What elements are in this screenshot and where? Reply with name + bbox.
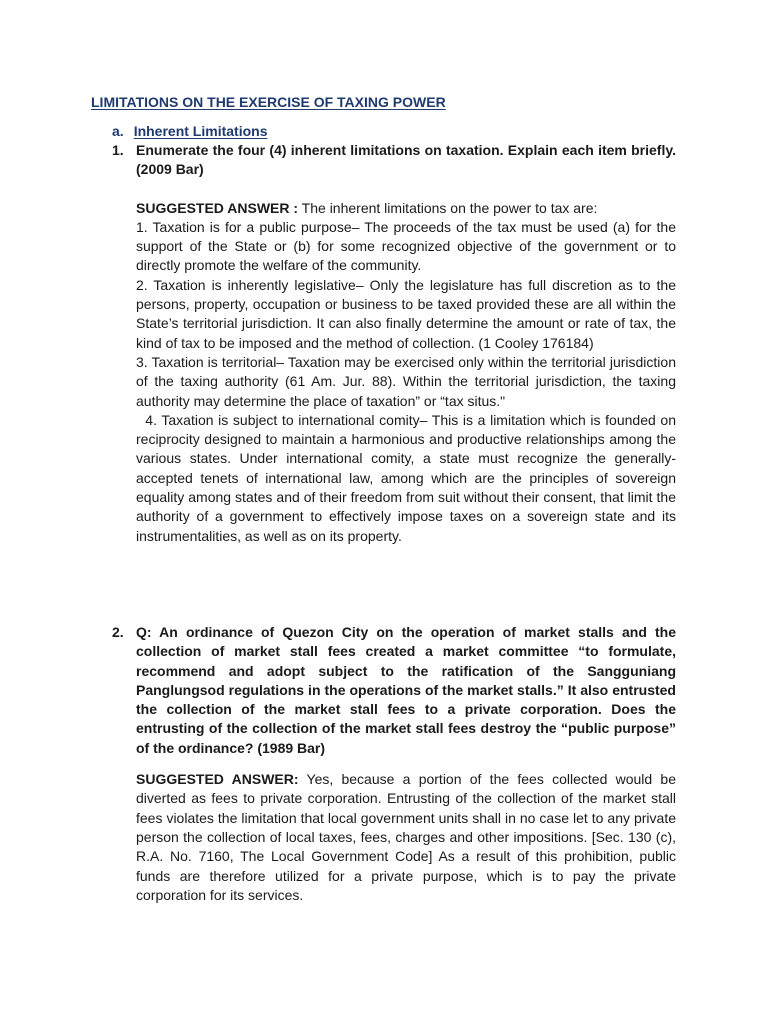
question-text: Q: An ordinance of Quezon City on the operation of market stalls and the collection of market stall fees created a market committee “to formulate, recommend and adopt subject to the ratification of the Sangguniang Panglungsod regulations in the operations of the market stalls.” It also entrusted the collection of the market stall fees to a private corporation. Does the entrusting of the collection of the market stall fees destroy the “public purpose” of the ordinance? (1989 Bar) <box>136 624 676 756</box>
item-number: 1. <box>112 142 124 158</box>
question-item-1 <box>112 141 680 546</box>
question-item-2 <box>112 623 676 905</box>
answer-paragraph <box>136 770 676 905</box>
answer-intro <box>136 199 676 218</box>
section-heading <box>112 122 267 141</box>
section-label: Inherent Limitations <box>133 123 268 139</box>
section-letter: a. <box>112 123 124 139</box>
answer-point-1: 1. Taxation is for a public purpose– The proceeds of the tax must be used (a) for the support of the State or (b) for some recognized objective of the government or to directly promote the welfare of the community. <box>136 218 676 274</box>
item-number: 2. <box>112 624 124 640</box>
page-title: LIMITATIONS ON THE EXERCISE OF TAXING POWER <box>91 94 446 110</box>
question-text: Enumerate the four (4) inherent limitations on taxation. Explain each item briefly. (2009 Bar) <box>136 142 676 178</box>
answer-point-2: 2. Taxation is inherently legislative– Only the legislature has full discretion as to the persons, property, occupation or business to be taxed provided these are all within the State’s territorial jurisdiction. It can also finally determine the amount or rate of tax, the kind of tax to be imposed and the method of collection. (1 Cooley 176184) <box>136 276 676 351</box>
answer-text: Yes, because a portion of the fees collected would be diverted as fees to private corporation. Entrusting of the collection of the market stall fees violates the limitation that local government units shall in no case let to any private person the collection of local taxes, fees, charges and other impositions. [Sec. 130 (c), R.A. No. 7160, The Local Government Code] As a result of this prohibition, public funds are therefore utilized for a private purpose, which is to pay the private corporation for its services. <box>136 771 676 903</box>
answer-intro-text: The inherent limitations on the power to tax are: <box>298 199 598 216</box>
answer-label: SUGGESTED ANSWER: <box>136 771 299 788</box>
answer-point-3: 3. Taxation is territorial– Taxation may be exercised only within the territorial jurisdiction of the taxing authority (61 Am. Jur. 88). Within the territorial jurisdiction, the taxing authority may determine the place of taxation” or “tax situs." <box>136 353 676 409</box>
answer-label: SUGGESTED ANSWER : <box>136 199 299 216</box>
answer-point-4: 4. Taxation is subject to international comity– This is a limitation which is founded on reciprocity designed to maintain a harmonious and productive relationships among the various states. Under international comity, a state must recognize the generally-accepted tenets of international law, among which are the principles of sovereign equality among states and of their freedom from suit without their consent, that limit the authority of a government to effectively impose taxes on a sovereign state and its instrumentalities, as well as on its property. <box>136 411 680 544</box>
